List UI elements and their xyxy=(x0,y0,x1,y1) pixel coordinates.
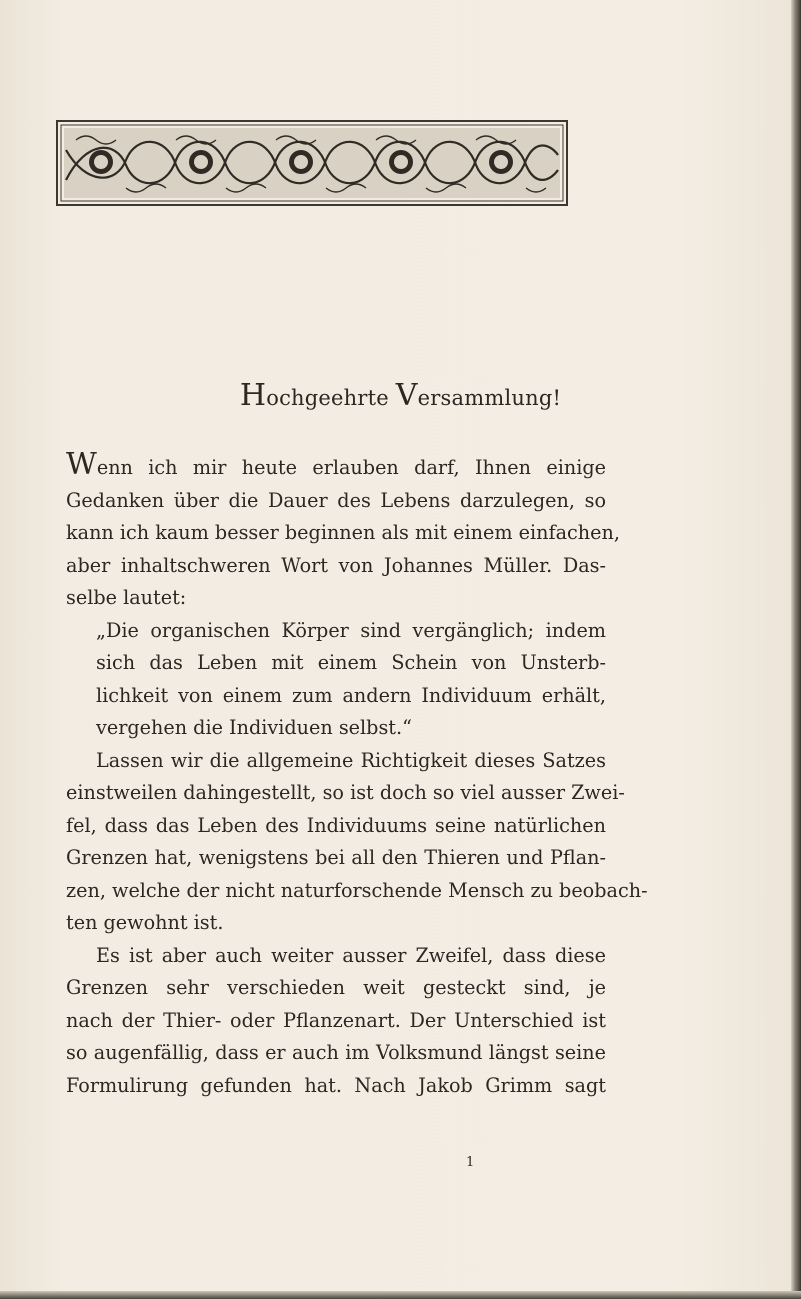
text-line: Es ist aber auch weiter ausser Zweifel, dass diese xyxy=(96,943,606,967)
text-line: ten gewohnt ist. xyxy=(66,911,224,934)
heading-initial-v: V xyxy=(395,378,418,413)
text-line: nach der Thier- oder Pflanzenart. Der Unterschied ist xyxy=(66,1008,606,1032)
heading-initial-h: H xyxy=(239,378,267,413)
text-line: Lassen wir die allgemeine Richtigkeit dieses Satzes xyxy=(96,748,606,772)
text-line: so augenfällig, dass er auch im Volksmund längst seine xyxy=(66,1041,606,1064)
text-line: zen, welche der nicht naturforschende Mensch zu beobach- xyxy=(66,878,648,902)
page-edge-shadow xyxy=(791,0,801,1299)
quote-line: sich das Leben mit einem Schein von Unsterb- xyxy=(96,651,606,674)
text-line: Grenzen sehr verschieden weit gesteckt sind, je xyxy=(66,976,606,999)
page-number: 1 xyxy=(466,1155,475,1170)
text-line: fel, dass das Leben des Individuums seine natürlichen xyxy=(66,813,606,837)
heading-word-1: ochgeehrte xyxy=(266,386,396,410)
text-line: Formulirung gefunden hat. Nach Jakob Grimm sagt xyxy=(66,1073,606,1097)
heading-word-2: ersammlung! xyxy=(417,386,562,410)
quote-line: vergehen die Individuen selbst.“ xyxy=(96,716,412,739)
body-text xyxy=(66,447,648,1102)
salutation-heading xyxy=(0,378,801,413)
text-line: einstweilen dahingestellt, so ist doch so viel ausser Zwei- xyxy=(66,781,625,804)
text-line: selbe lautet: xyxy=(66,586,187,609)
page-bottom-edge xyxy=(0,1291,801,1299)
text-line: kann ich kaum besser beginnen als mit einem einfachen, xyxy=(66,521,620,544)
drop-cap: W xyxy=(66,447,97,482)
text-line: aber inhaltschweren Wort von Johannes Müller. Das- xyxy=(66,553,606,577)
text-line: Wenn ich mir heute erlauben darf, Ihnen einige xyxy=(66,447,606,482)
quote-line: lichkeit von einem zum andern Individuum erhält, xyxy=(96,683,606,707)
text-line: Grenzen hat, wenigstens bei all den Thieren und Pflan- xyxy=(66,846,606,869)
quote-line: „Die organischen Körper sind vergänglich; indem xyxy=(96,618,606,642)
ornamental-header-band xyxy=(56,120,568,206)
text-line: Gedanken über die Dauer des Lebens darzulegen, so xyxy=(66,488,606,512)
